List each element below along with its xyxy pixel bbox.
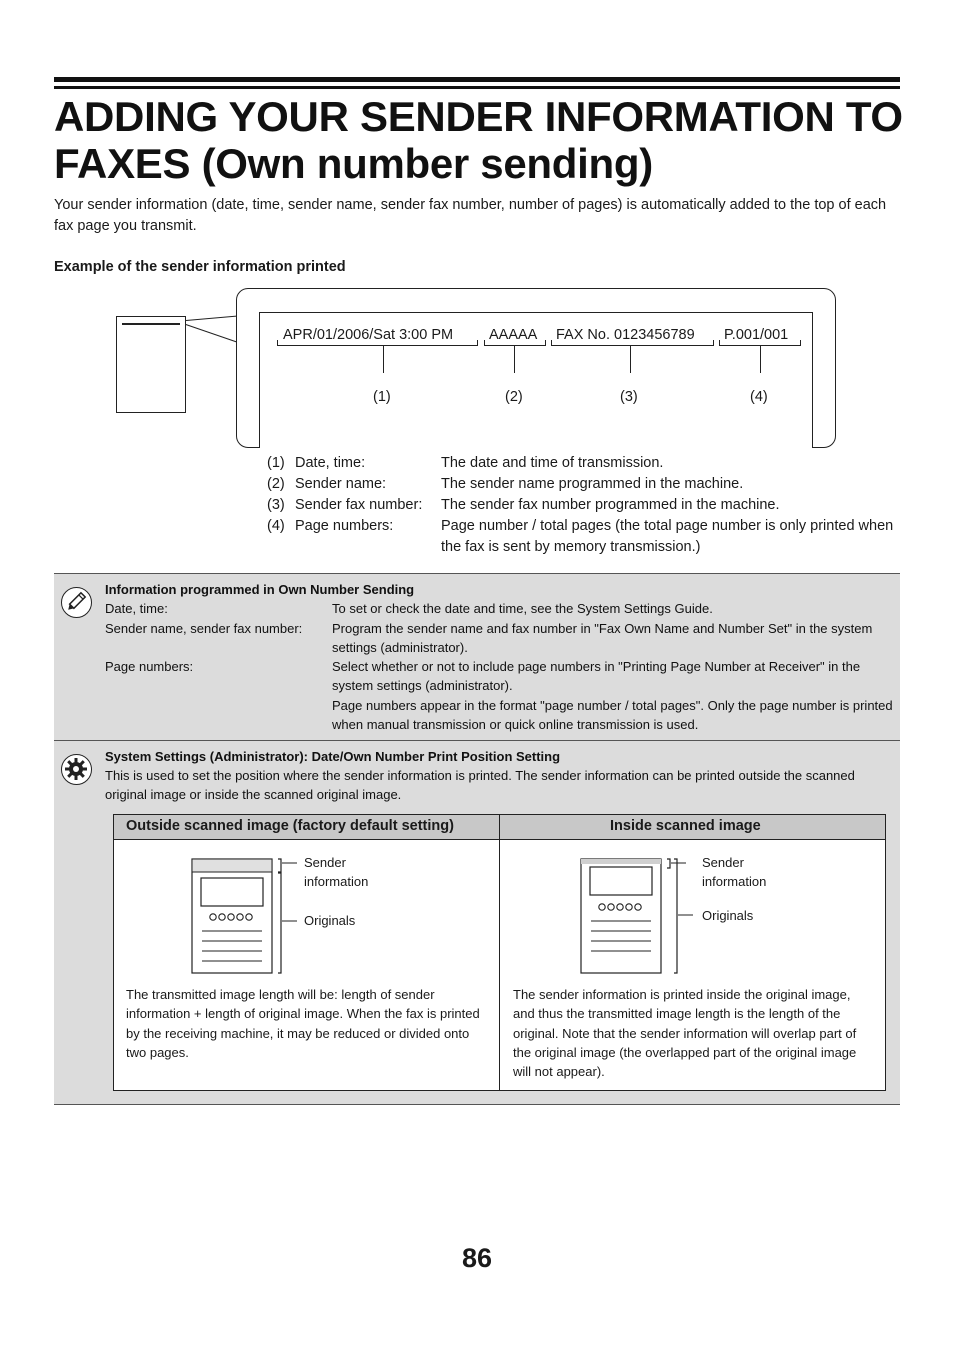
legend-description: The date and time of transmission. xyxy=(441,455,664,471)
callout-number-1: (1) xyxy=(373,389,391,405)
zoom-connector-line xyxy=(186,315,238,321)
legend-label: Page numbers: xyxy=(295,518,394,534)
table-header-outside: Outside scanned image (factory default setting) xyxy=(126,818,454,834)
legend-number: (1) xyxy=(267,455,285,471)
legend-description: The sender name programmed in the machine. xyxy=(441,476,744,492)
fax-page-thumbnail xyxy=(116,316,186,413)
legend-description: The sender fax number programmed in the machine. xyxy=(441,497,780,513)
note1-label: Page numbers: xyxy=(105,659,194,674)
legend-label: Date, time: xyxy=(295,455,366,471)
bracket-3 xyxy=(551,340,714,346)
pointer-line-1 xyxy=(383,345,384,373)
title-line-2: FAXES (Own number sending) xyxy=(54,140,653,187)
header-fax-number: FAX No. 0123456789 xyxy=(556,327,695,343)
outside-description: The transmitted image length will be: length of sender information + length of original image. When the fax is printed by the receiving machine, it may be reduced or divided onto two pages. xyxy=(126,987,480,1060)
note1-desc: To set or check the date and time, see the System Settings Guide. xyxy=(332,601,713,616)
page-number: 86 xyxy=(461,1243,493,1273)
title-rule-bottom xyxy=(54,86,900,89)
originals-label-left: Originals xyxy=(304,913,356,928)
originals-label-right: Originals xyxy=(702,908,754,923)
note1-desc: Select whether or not to include page numbers in "Printing Page Number at Receiver" in the system settings (administrator). xyxy=(332,659,861,693)
legend-label: Sender name: xyxy=(295,476,387,492)
legend-description: Page number / total pages (the total page number is only printed when the fax is sent by memory transmission.) xyxy=(441,518,894,555)
fax-page-header-line xyxy=(122,323,180,325)
note1-desc: Page numbers appear in the format "page number / total pages". Only the page number is printed when manual transmission or quick online transmission is used. xyxy=(332,698,893,732)
table-header-inside: Inside scanned image xyxy=(610,818,761,834)
legend-number: (4) xyxy=(267,518,285,534)
legend-label: Sender fax number: xyxy=(295,497,423,513)
inside-description: The sender information is printed inside the original image, and thus the transmitted image length is the length of the original. Note that the sender information will overlap part of the original image (the overlapped part of the original image will not appear). xyxy=(513,987,857,1080)
table-divider xyxy=(499,815,500,1090)
page-title xyxy=(54,93,914,187)
outside-image-diagram xyxy=(184,851,304,981)
inside-image-diagram xyxy=(573,851,693,981)
note1-label: Sender name, sender fax number: xyxy=(105,621,303,636)
sender-info-label-right: Sender information xyxy=(702,855,767,889)
header-date-time: APR/01/2006/Sat 3:00 PM xyxy=(283,327,454,343)
title-rule-top xyxy=(54,77,900,82)
callout-number-4: (4) xyxy=(750,389,768,405)
note2-text: This is used to set the position where the sender information is printed. The sender information can be printed outside the scanned original image or inside the scanned original image. xyxy=(105,768,855,802)
note2-title: System Settings (Administrator): Date/Own Number Print Position Setting xyxy=(105,749,561,764)
bracket-1 xyxy=(277,340,478,346)
callout-number-3: (3) xyxy=(620,389,638,405)
print-position-table xyxy=(113,814,886,1091)
gear-icon xyxy=(61,754,92,785)
sender-info-label-left: Sender information xyxy=(304,855,369,889)
legend-number: (3) xyxy=(267,497,285,513)
zoom-connector-line xyxy=(186,324,238,343)
pencil-icon xyxy=(61,587,92,618)
callout-number-2: (2) xyxy=(505,389,523,405)
title-line-1: ADDING YOUR SENDER INFORMATION TO xyxy=(54,93,903,140)
header-sender-name: AAAAA xyxy=(489,327,538,343)
intro-paragraph: Your sender information (date, time, sender name, sender fax number, number of pages) is automatically added to the top of each fax page you transmit. xyxy=(54,197,887,234)
legend-number: (2) xyxy=(267,476,285,492)
note1-desc: Program the sender name and fax number in "Fax Own Name and Number Set" in the system settings (administrator). xyxy=(332,621,873,655)
pointer-line-3 xyxy=(630,345,631,373)
bracket-2 xyxy=(484,340,546,346)
note1-label: Date, time: xyxy=(105,601,168,616)
header-page-number: P.001/001 xyxy=(724,327,789,343)
pointer-line-2 xyxy=(514,345,515,373)
pointer-line-4 xyxy=(760,345,761,373)
example-heading: Example of the sender information printed xyxy=(54,259,346,275)
note1-title: Information programmed in Own Number Sending xyxy=(105,582,415,597)
